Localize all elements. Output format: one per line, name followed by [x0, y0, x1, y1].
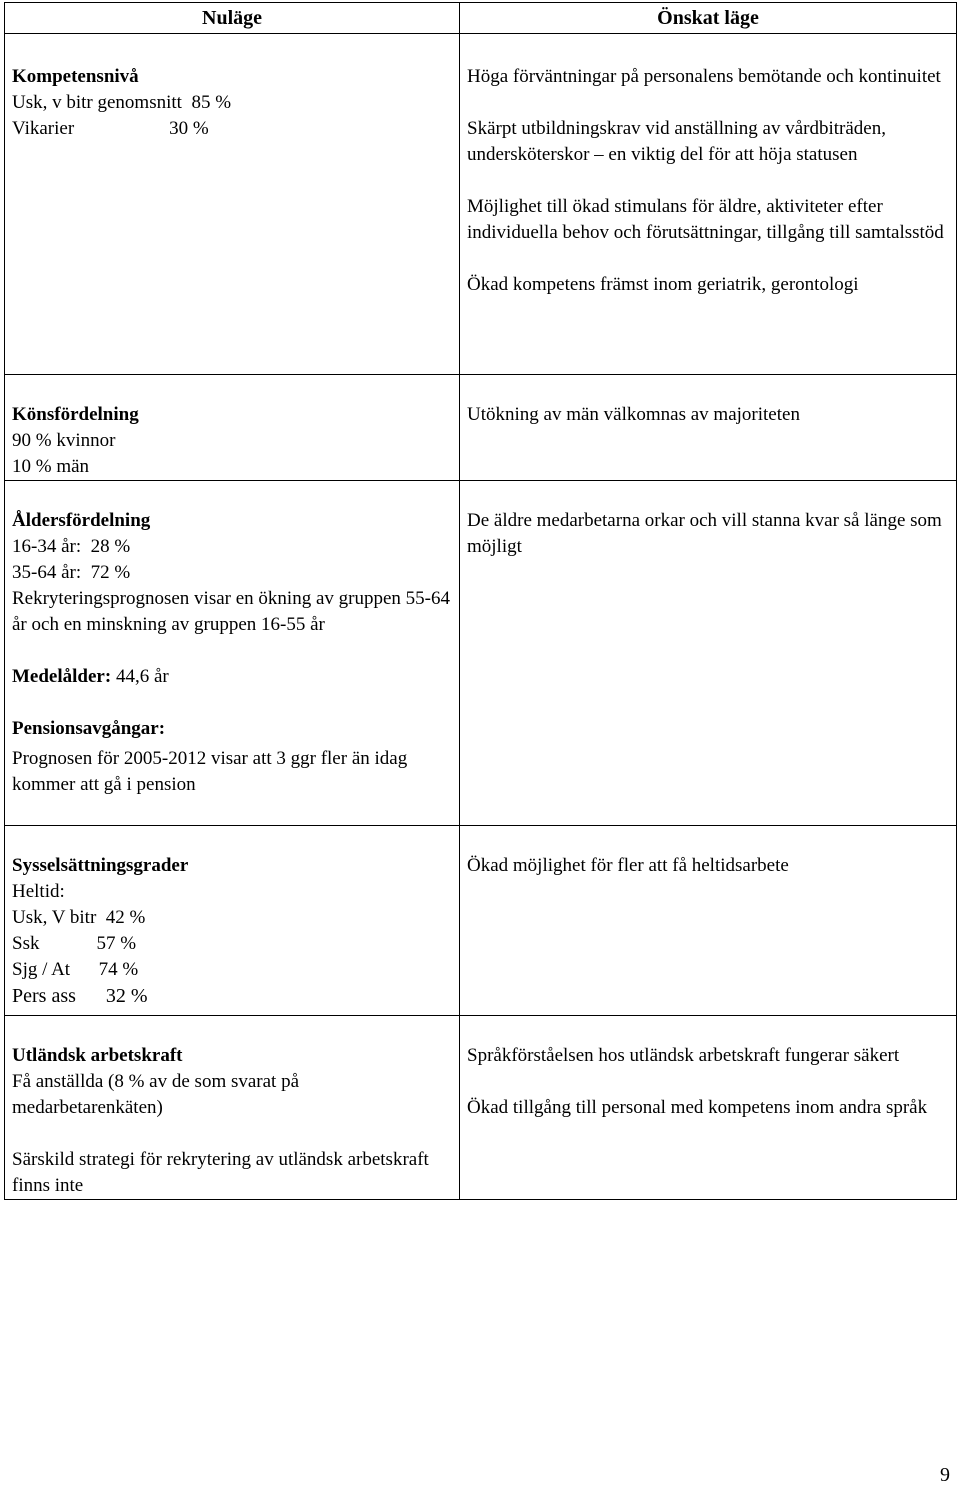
utland-line-2: Särskild strategi för rekrytering av utländsk arbetskraft finns inte — [12, 1149, 434, 1196]
kompetens-title: Kompetensnivå — [12, 66, 139, 87]
cell-syssel-right — [460, 826, 957, 1016]
cell-utland-left — [5, 1016, 460, 1200]
cell-kon-right — [460, 375, 957, 481]
medelalder — [12, 664, 453, 690]
kompetens-line-2: Vikarier 30 % — [12, 118, 209, 139]
kompetens-point-3: Möjlighet till ökad stimulans för äldre, aktiviteter efter individuella behov och förutsättningar, tillgång till samtalsstöd — [467, 196, 944, 243]
header-nulage: Nuläge — [5, 3, 460, 34]
syssel-line-1: Heltid: — [12, 881, 65, 902]
cell-kompetens-right — [460, 34, 957, 375]
kompetens-point-4: Ökad kompetens främst inom geriatrik, gerontologi — [467, 274, 859, 295]
row-syssel — [5, 826, 957, 1016]
kompetens-point-2: Skärpt utbildningskrav vid anställning av vårdbiträden, undersköterskor – en viktig del för att höja statusen — [467, 118, 891, 165]
kompetens-point-1: Höga förväntningar på personalens bemötande och kontinuitet — [467, 66, 941, 87]
row-kompetens — [5, 34, 957, 375]
kon-line-1: 90 % kvinnor — [12, 430, 116, 451]
syssel-title: Sysselsättningsgrader — [12, 855, 189, 876]
kompetens-line-1: Usk, v bitr genomsnitt 85 % — [12, 92, 232, 113]
header-onskat-lage: Önskat läge — [460, 3, 957, 34]
pension-text: Prognosen för 2005-2012 visar att 3 ggr fler än idag kommer att gå i pension — [12, 748, 412, 795]
cell-syssel-left — [5, 826, 460, 1016]
medelalder-label: Medelålder: — [12, 666, 112, 687]
comparison-table — [4, 2, 957, 1200]
cell-alder-right — [460, 481, 957, 826]
cell-utland-right — [460, 1016, 957, 1200]
syssel-line-5: Pers ass 32 % — [12, 985, 148, 1007]
alder-line-2: 35-64 år: 72 % — [12, 562, 131, 583]
row-kon — [5, 375, 957, 481]
pension-title: Pensionsavgångar: — [12, 718, 166, 739]
alder-right: De äldre medarbetarna orkar och vill stanna kvar så länge som möjligt — [467, 510, 947, 557]
header-row — [5, 3, 957, 34]
page-number: 9 — [940, 1464, 950, 1486]
syssel-line-2: Usk, V bitr 42 % — [12, 907, 146, 928]
row-alder — [5, 481, 957, 826]
alder-line-1: 16-34 år: 28 % — [12, 536, 131, 557]
utland-right-1: Språkförståelsen hos utländsk arbetskraft fungerar säkert — [467, 1045, 900, 1066]
kon-title: Könsfördelning — [12, 404, 139, 425]
alder-title: Åldersfördelning — [12, 510, 151, 531]
kon-right: Utökning av män välkomnas av majoriteten — [467, 404, 800, 425]
utland-title: Utländsk arbetskraft — [12, 1045, 183, 1066]
syssel-line-3: Ssk 57 % — [12, 933, 137, 954]
medelalder-value: 44,6 år — [111, 666, 169, 687]
row-utland — [5, 1016, 957, 1200]
cell-alder-left — [5, 481, 460, 826]
alder-line-3: Rekryteringsprognosen visar en ökning av gruppen 55-64 år och en minskning av gruppen 16-55 år — [12, 588, 455, 635]
utland-line-1: Få anställda (8 % av de som svarat på medarbetarenkäten) — [12, 1071, 304, 1118]
kon-line-2: 10 % män — [12, 456, 90, 477]
cell-kon-left — [5, 375, 460, 481]
syssel-right: Ökad möjlighet för fler att få heltidsarbete — [467, 855, 789, 876]
cell-kompetens-left — [5, 34, 460, 375]
utland-right-2: Ökad tillgång till personal med kompetens inom andra språk — [467, 1097, 928, 1118]
syssel-line-4: Sjg / At 74 % — [12, 959, 139, 980]
